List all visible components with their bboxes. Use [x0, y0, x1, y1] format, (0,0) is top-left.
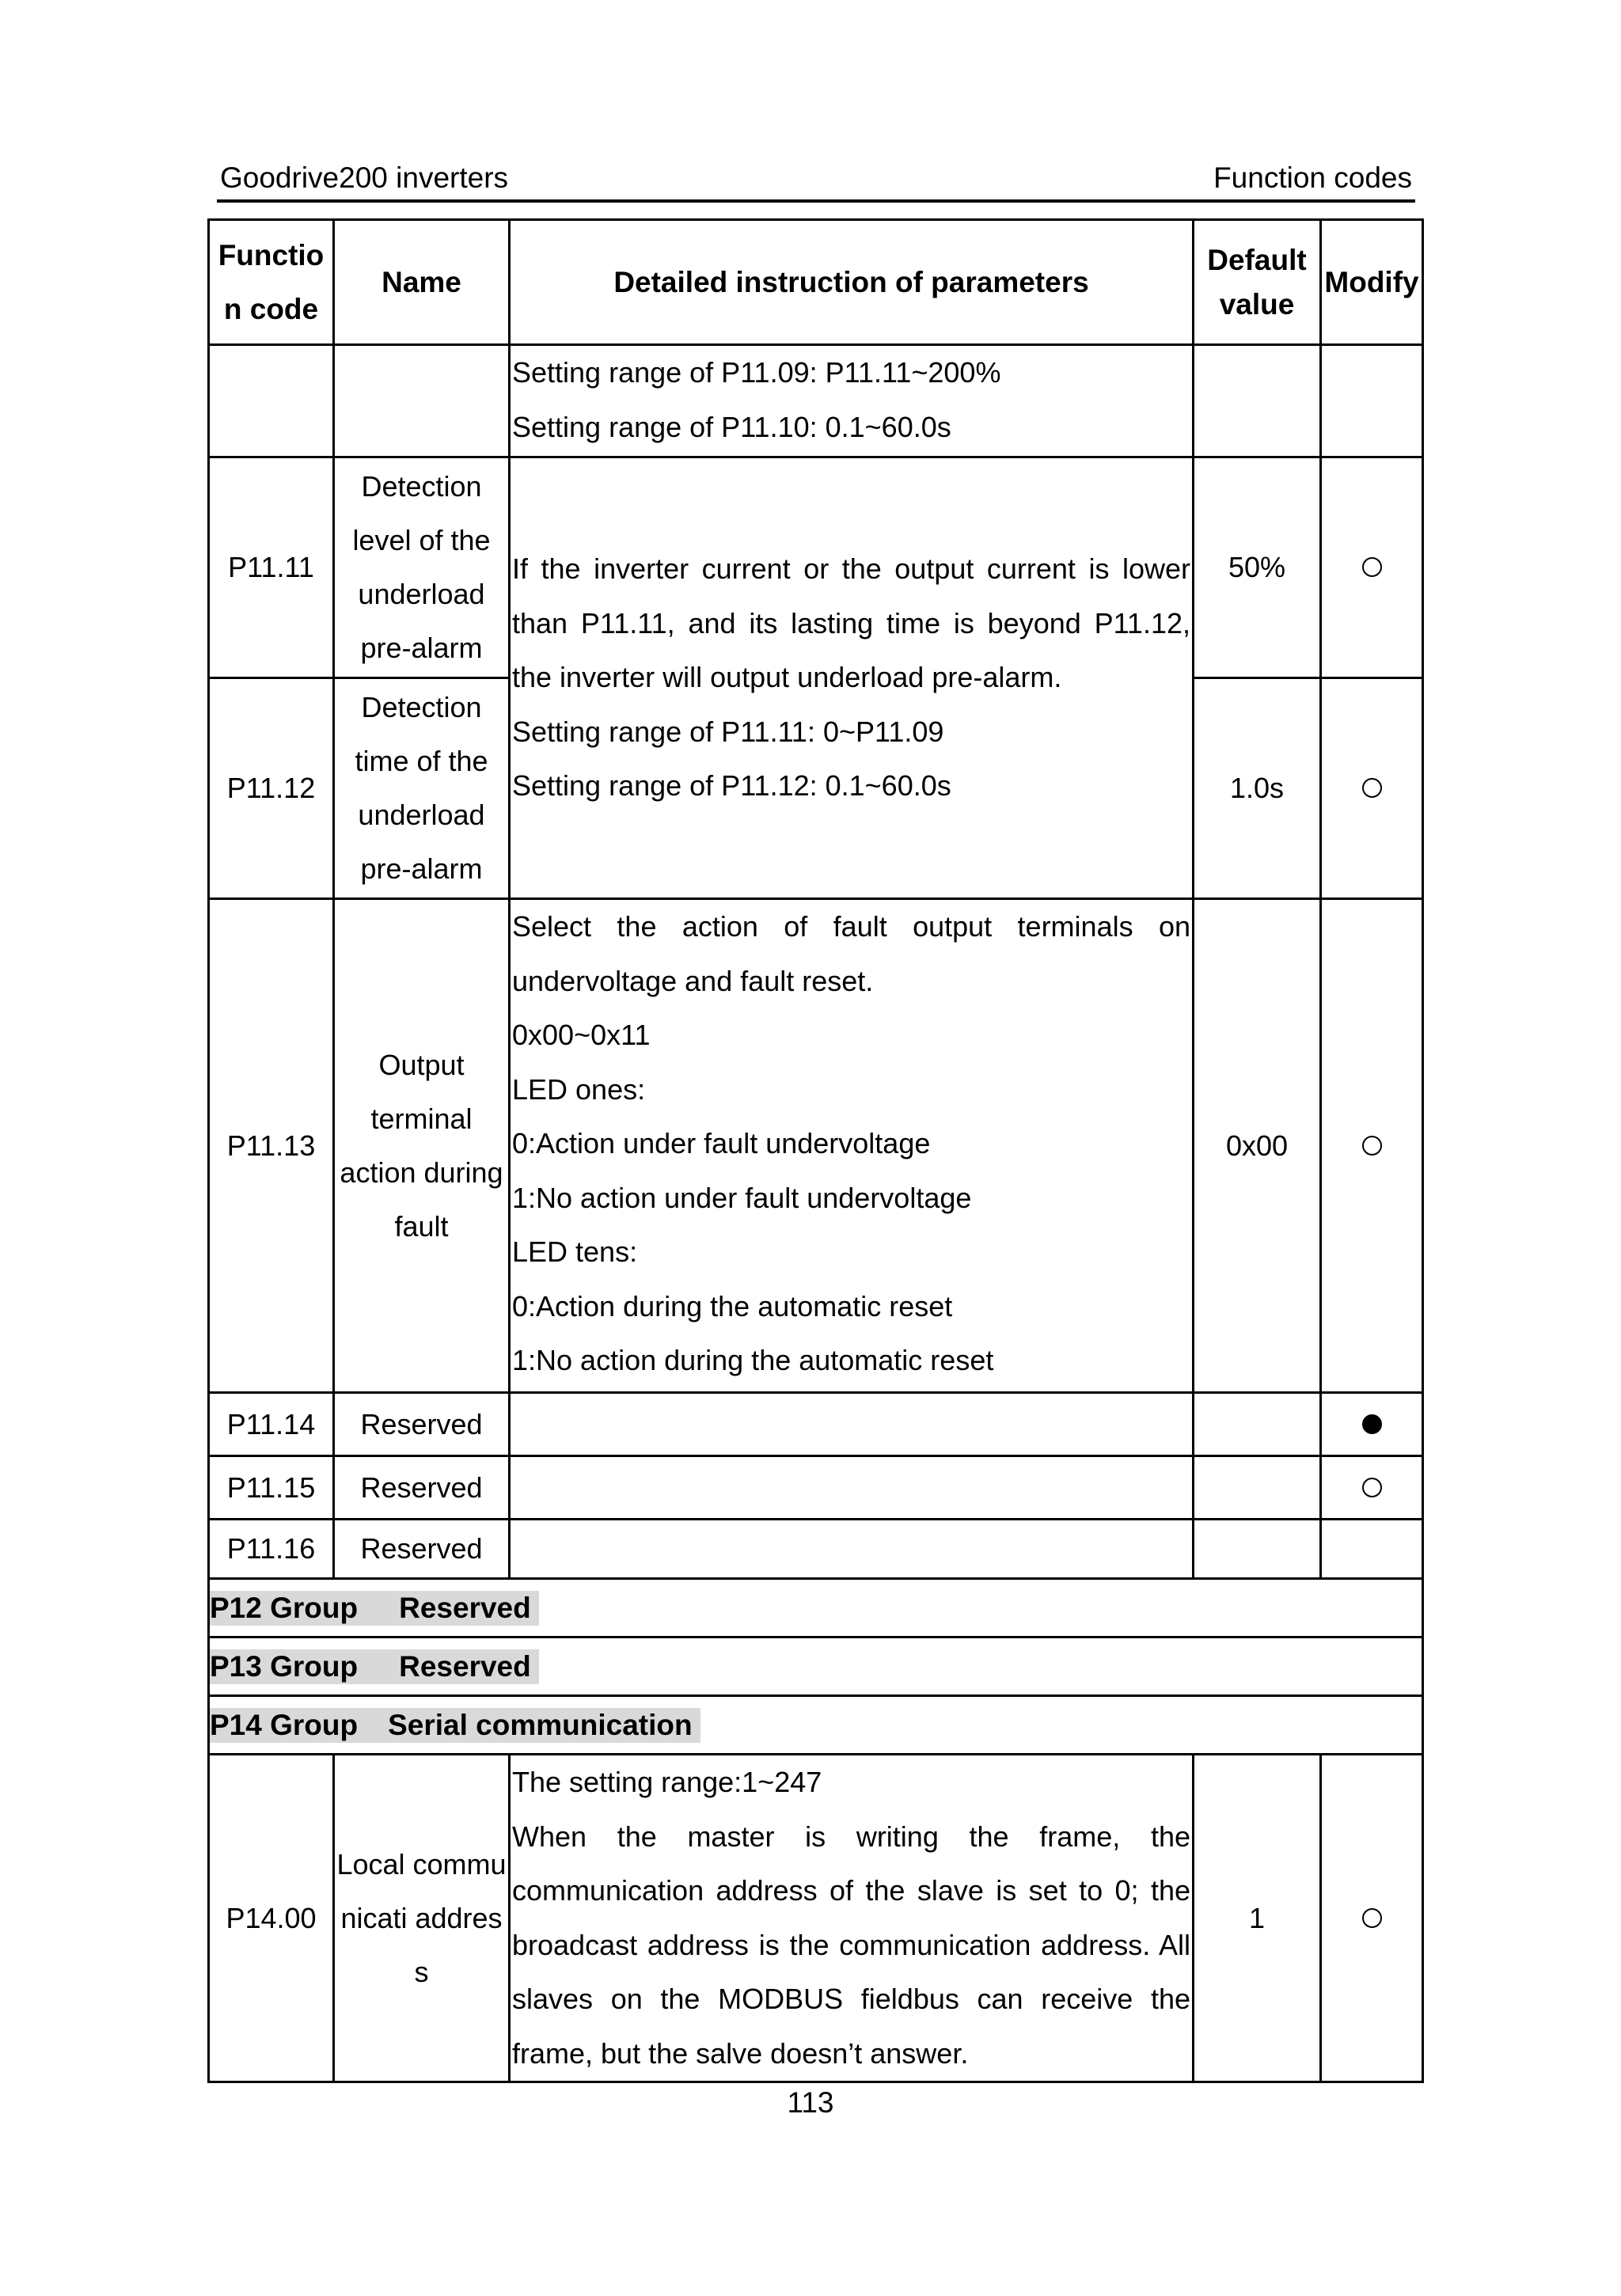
desc-cell	[510, 457, 1194, 899]
desc-line: When the master is writing the frame, the	[512, 1820, 1190, 1853]
document-title: Goodrive200 inverters	[220, 161, 509, 194]
desc-cell	[510, 1755, 1194, 2082]
column-header-default-line1: Default	[1207, 244, 1307, 276]
group-title: Reserved	[399, 1649, 531, 1683]
column-header-desc: Detailed instruction of parameters	[510, 220, 1194, 345]
desc-line: If the inverter current or the output current is lower	[512, 552, 1190, 586]
group-cell	[209, 1696, 1423, 1755]
table-row-p11-16	[209, 1520, 1423, 1579]
desc-cell	[510, 345, 1194, 457]
desc-line: slaves on the MODBUS fieldbus can receive the	[512, 1983, 1190, 2015]
column-header-default-line2: value	[1219, 287, 1295, 321]
desc-line: The setting range:1~247	[512, 1766, 822, 1798]
desc-line: the inverter will output underload pre-alarm.	[512, 661, 1062, 694]
name-cell: Reserved	[334, 1393, 510, 1456]
name-cell: Reserved	[334, 1520, 510, 1579]
group-label	[210, 1708, 700, 1743]
section-title: Function codes	[1213, 161, 1412, 194]
desc-line: Setting range of P11.11: 0~P11.09	[512, 715, 944, 748]
code-cell: P11.13	[209, 899, 334, 1393]
default-cell	[1194, 1393, 1321, 1456]
group-row-p13	[209, 1638, 1423, 1696]
code-cell: P14.00	[209, 1755, 334, 2082]
desc-line: Setting range of P11.10: 0.1~60.0s	[512, 410, 951, 443]
name-cell	[334, 345, 510, 457]
code-cell: P11.15	[209, 1456, 334, 1520]
modify-cell	[1321, 1755, 1423, 2082]
desc-line: broadcast address is the communication address. All	[512, 1928, 1190, 1961]
function-code-table	[207, 218, 1424, 2083]
default-cell: 1	[1194, 1755, 1321, 2082]
modify-cell	[1321, 678, 1423, 899]
desc-line: communication address of the slave is set to 0; the	[512, 1874, 1190, 1907]
modify-cell	[1321, 899, 1423, 1393]
code-cell: P11.14	[209, 1393, 334, 1456]
code-cell: P11.16	[209, 1520, 334, 1579]
desc-line: Select the action of fault output terminals on	[512, 910, 1190, 943]
code-cell: P11.11	[209, 457, 334, 678]
name-cell: Local communicati address	[334, 1755, 510, 2082]
group-row-p14	[209, 1696, 1423, 1755]
column-header-code-line2: n code	[223, 292, 319, 325]
column-header-name: Name	[334, 220, 510, 345]
column-header-code	[209, 220, 334, 345]
default-cell: 50%	[1194, 457, 1321, 678]
table-row-p14-00	[209, 1755, 1423, 2082]
name-cell: Detection level of the underload pre-alarm	[334, 457, 510, 678]
open-circle-icon	[1362, 557, 1382, 577]
open-circle-icon	[1362, 778, 1382, 798]
column-header-default	[1194, 220, 1321, 345]
default-cell	[1194, 1456, 1321, 1520]
desc-cell	[510, 1456, 1194, 1520]
page-header	[217, 161, 1415, 203]
code-cell	[209, 345, 334, 457]
group-cell	[209, 1638, 1423, 1696]
default-cell: 1.0s	[1194, 678, 1321, 899]
desc-line: Setting range of P11.12: 0.1~60.0s	[512, 769, 951, 803]
desc-line: 1:No action during the automatic reset	[512, 1344, 994, 1376]
table-header-row	[209, 220, 1423, 345]
open-circle-icon	[1362, 1908, 1382, 1928]
desc-line: 0:Action under fault undervoltage	[512, 1127, 931, 1159]
group-code: P13 Group	[210, 1649, 359, 1683]
table-row-p11-14	[209, 1393, 1423, 1456]
group-title: Serial communication	[388, 1708, 693, 1741]
default-cell	[1194, 345, 1321, 457]
desc-line: frame, but the salve doesn’t answer.	[512, 2036, 969, 2070]
modify-cell	[1321, 1393, 1423, 1456]
group-label	[210, 1649, 539, 1684]
name-cell: Output terminal action during fault	[334, 899, 510, 1393]
desc-line: LED tens:	[512, 1235, 638, 1268]
default-cell: 0x00	[1194, 899, 1321, 1393]
group-label	[210, 1591, 539, 1626]
table-row	[209, 345, 1423, 457]
desc-line: Setting range of P11.09: P11.11~200%	[512, 356, 1001, 389]
group-code: P12 Group	[210, 1591, 359, 1624]
modify-cell	[1321, 457, 1423, 678]
group-title: Reserved	[399, 1591, 531, 1624]
desc-line: LED ones:	[512, 1072, 646, 1106]
open-circle-icon	[1362, 1478, 1382, 1497]
code-cell: P11.12	[209, 678, 334, 899]
desc-line: 0x00~0x11	[512, 1019, 651, 1051]
table-row-p11-13	[209, 899, 1423, 1393]
filled-circle-icon	[1362, 1414, 1382, 1434]
modify-cell	[1321, 1456, 1423, 1520]
table-row-p11-15	[209, 1456, 1423, 1520]
default-cell	[1194, 1520, 1321, 1579]
table-row-p11-11	[209, 457, 1423, 678]
name-cell: Detection time of the underload pre-alarm	[334, 678, 510, 899]
page-number: 113	[787, 2086, 834, 2119]
modify-cell	[1321, 1520, 1423, 1579]
group-cell	[209, 1579, 1423, 1638]
desc-cell	[510, 899, 1194, 1393]
group-row-p12	[209, 1579, 1423, 1638]
desc-line: than P11.11, and its lasting time is beyond P11.12,	[512, 606, 1190, 639]
desc-line: 1:No action under fault undervoltage	[512, 1181, 972, 1214]
desc-cell	[510, 1520, 1194, 1579]
modify-cell	[1321, 345, 1423, 457]
name-cell: Reserved	[334, 1456, 510, 1520]
column-header-modify: Modify	[1321, 220, 1423, 345]
desc-line: 0:Action during the automatic reset	[512, 1289, 953, 1323]
desc-line: undervoltage and fault reset.	[512, 964, 874, 997]
group-code: P14 Group	[210, 1708, 359, 1741]
column-header-code-line1: Functio	[218, 239, 325, 271]
open-circle-icon	[1362, 1136, 1382, 1156]
desc-cell	[510, 1393, 1194, 1456]
